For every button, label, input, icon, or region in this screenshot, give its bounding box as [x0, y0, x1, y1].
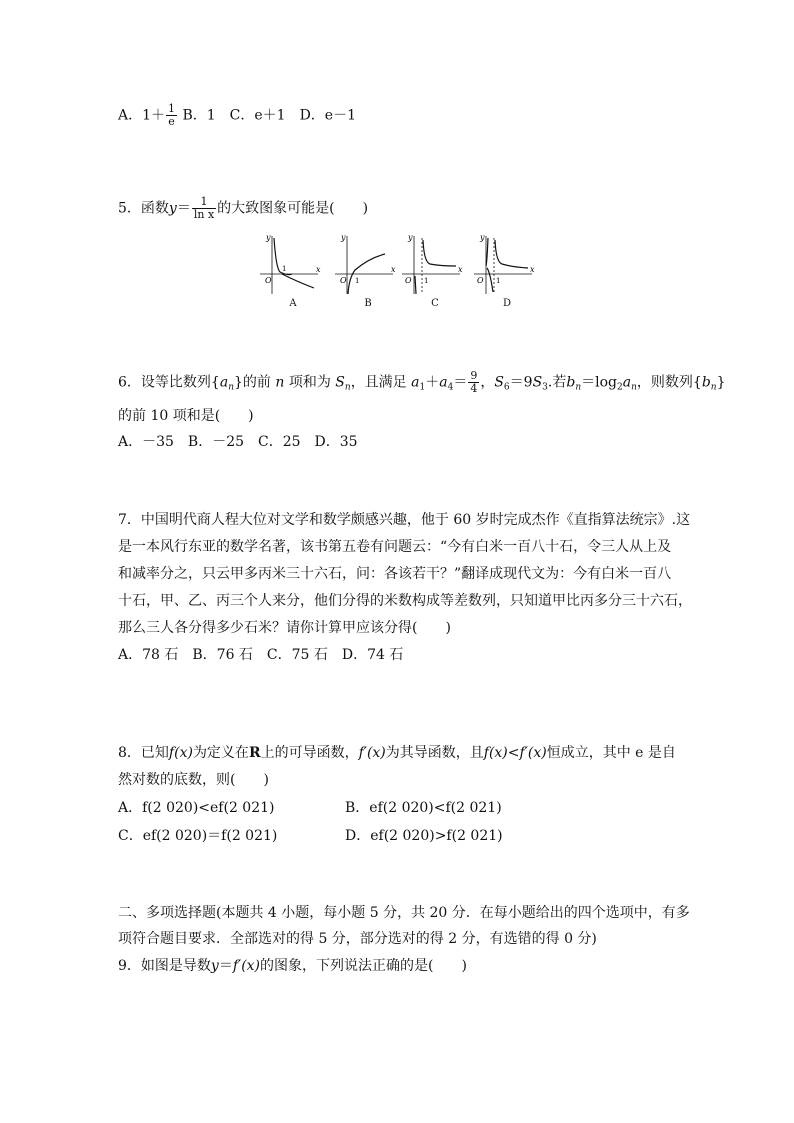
graph-c-label: C [431, 298, 439, 309]
graph-b-label: B [364, 298, 372, 309]
q7-line-1: 7．中国明代商人程大位对文学和数学颇感兴趣，他于 60 岁时完成杰作《直指算法统宗》.这 [118, 512, 691, 528]
math: f′(x) [519, 745, 547, 761]
fraction-numerator: 1 [168, 102, 176, 115]
var: a [622, 374, 632, 391]
text: < [507, 745, 520, 761]
subscript: n [631, 382, 637, 393]
math: f(x) [168, 745, 193, 761]
subscript: n [575, 382, 582, 393]
graph-c-figure [400, 232, 470, 296]
var: y [210, 958, 219, 974]
q5-graph-b [333, 232, 403, 312]
q8-option-c: C．ef(2 020)＝f(2 021) [118, 828, 278, 844]
text: ，且满足 [350, 374, 407, 391]
q7-line-4: 十石，甲、乙、丙三个人来分，他们分得的米数构成等差数列，只知道甲比丙多分三十六石， [118, 593, 692, 609]
text: 的图象，下列说法正确的是( ) [260, 958, 467, 974]
graph-b-figure [333, 232, 403, 296]
y-label: y [341, 233, 346, 242]
text: .若 [547, 374, 567, 391]
y-label: y [408, 233, 413, 242]
math: f′(x) [358, 745, 386, 761]
var: S [335, 374, 345, 391]
curve [282, 274, 314, 288]
text: ，则数列{ [636, 374, 702, 391]
q7-line-5: 那么三人各分得多少石米？请你计算甲应该分得( ) [118, 620, 451, 636]
set-r: R [248, 745, 261, 761]
q6-stem-line2: 的前 10 项和是( ) [118, 408, 254, 424]
q5-stem [118, 196, 368, 221]
y-label: y [480, 233, 485, 242]
graph-a-figure [258, 232, 328, 296]
q5-graph-c [400, 232, 470, 312]
q4-options [118, 103, 356, 128]
one-label: 1 [355, 277, 360, 285]
one-label: 1 [282, 265, 287, 273]
origin-label: O [405, 276, 412, 285]
var: n [275, 374, 285, 391]
origin-label: O [477, 276, 484, 285]
math: f′(x) [232, 958, 261, 974]
q8-option-d: D．ef(2 020)>f(2 021) [345, 828, 503, 844]
graph-a-label: A [289, 298, 297, 309]
section2-heading-line1: 二、多项选择题(本题共 4 小题，每小题 5 分，共 20 分．在每小题给出的四个选项中，有多 [118, 905, 690, 921]
text: 8．已知 [118, 745, 169, 761]
text: 为其导函数，且 [385, 745, 484, 761]
var: b [701, 374, 711, 391]
x-label: x [316, 265, 321, 274]
subscript: 2 [617, 382, 623, 393]
origin-label: O [265, 276, 272, 285]
text: 项和为 [288, 374, 331, 391]
text: ， [480, 374, 495, 391]
subscript: 3 [542, 382, 548, 393]
subscript: n [710, 382, 717, 393]
subscript: 1 [419, 382, 426, 393]
fraction-denominator: ln x [193, 208, 215, 221]
subscript: n [344, 382, 351, 393]
subscript: 4 [447, 382, 454, 393]
one-label: 1 [496, 277, 501, 285]
q7-options: A．78 石 B．76 石 C．75 石 D．74 石 [118, 647, 404, 663]
text: }的前 [233, 374, 271, 391]
q5-prefix: 5．函数 [118, 200, 169, 217]
curve [423, 240, 456, 266]
subscript: 6 [503, 382, 510, 393]
curve [487, 268, 493, 292]
var: S [532, 374, 543, 391]
graph-d-label: D [502, 298, 512, 309]
text: 上的可导函数， [260, 745, 359, 761]
q8-option-b: B．ef(2 020)<f(2 021) [345, 800, 502, 816]
text: 6．设等比数列{ [118, 374, 220, 391]
text: 为定义在 [192, 745, 249, 761]
q5-equals: ＝ [176, 200, 191, 217]
q8-stem-line2: 然对数的底数，则( ) [118, 772, 269, 788]
text: ＝ [218, 958, 233, 974]
fraction-denominator: e [168, 115, 175, 128]
x-label: x [530, 265, 535, 274]
section2-heading-line2: 项符合题目要求．全部选对的得 5 分，部分选对的得 2 分，有选错的得 0 分) [118, 931, 597, 947]
fraction-numerator: 1 [192, 196, 216, 209]
q9-stem [118, 956, 467, 976]
q8-option-a: A．f(2 020)<ef(2 021) [118, 800, 275, 816]
var: a [219, 374, 229, 391]
q4-option-a-fraction [166, 103, 177, 128]
text: ＝log [581, 374, 617, 391]
x-label: x [391, 265, 396, 274]
q7-line-3: 和减率分之，只云甲多丙米三十六石，问：各该若干？”翻译成现代文为：今有白米一百八 [118, 566, 672, 582]
text: 9．如图是导数 [118, 958, 211, 974]
curve [495, 240, 528, 268]
subscript: n [228, 382, 234, 393]
q5-graph-d [472, 232, 542, 312]
graph-d-figure [472, 232, 542, 296]
q8-stem [118, 743, 676, 763]
q6-fraction [468, 370, 479, 395]
fraction-numerator: 9 [470, 369, 478, 382]
math: f(x) [483, 745, 508, 761]
text: 恒成立，其中 e 是自 [546, 745, 676, 761]
q5-var-y: y [168, 200, 177, 217]
var: a [411, 374, 420, 391]
q6-stem [118, 370, 726, 398]
y-label: y [266, 233, 271, 242]
x-label: x [458, 265, 463, 274]
fraction-denominator: 4 [470, 382, 478, 395]
one-label: 1 [424, 277, 429, 285]
text: ＝9 [509, 374, 533, 391]
q4-option-a-prefix: A．1＋ [118, 107, 166, 124]
origin-label: O [340, 276, 347, 285]
q5-suffix: 的大致图象可能是( ) [217, 200, 369, 217]
q7-line-2: 是一本风行东亚的数学名著，该书第五卷有问题云：“今有白米一百八十石，令三人从上及 [118, 539, 672, 555]
text: } [716, 374, 726, 391]
var: a [439, 374, 448, 391]
var: b [566, 374, 576, 391]
q5-graph-a [258, 232, 328, 312]
var: S [494, 374, 504, 391]
text: ＝ [453, 374, 468, 391]
curve [415, 276, 416, 294]
text: ＋ [425, 374, 440, 391]
q6-options: A．－35 B．－25 C．25 D．35 [118, 434, 358, 450]
q5-fraction [192, 196, 216, 221]
q4-options-rest: B．1 C．e＋1 D．e－1 [182, 107, 357, 124]
